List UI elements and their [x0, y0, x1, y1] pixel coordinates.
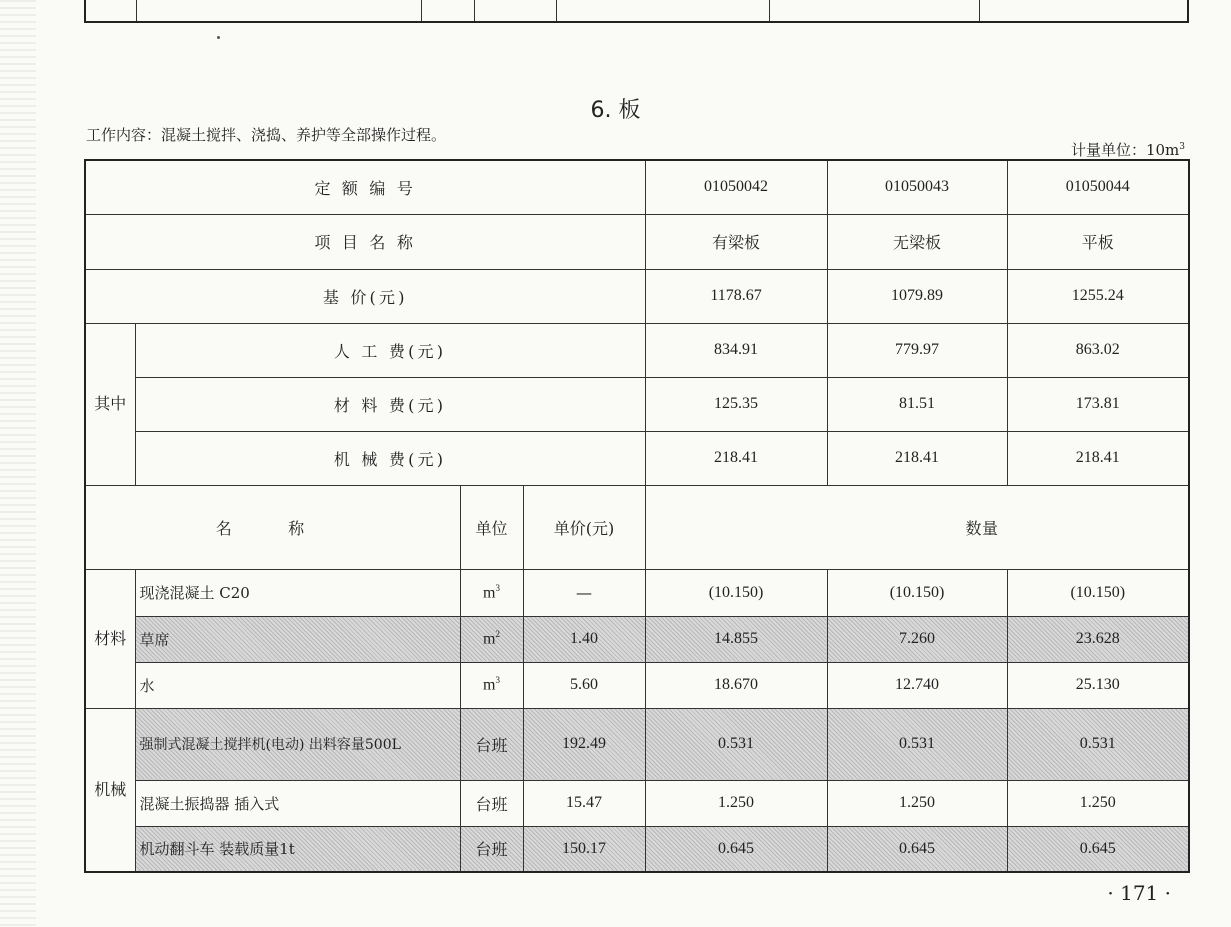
- machinery-item-row: [85, 826, 1189, 872]
- base-price-row: [85, 269, 1189, 323]
- machinery-item-qty: 0.645: [827, 826, 1007, 872]
- detail-header-row: [85, 485, 1189, 569]
- machinery-item-unit: 台班: [460, 826, 523, 872]
- detail-unit-header: 单位: [460, 485, 523, 569]
- machinery-item-qty: 1.250: [645, 780, 827, 826]
- base-price-cell: 1178.67: [645, 269, 827, 323]
- code-row: [85, 160, 1189, 214]
- material-cell: 125.35: [645, 377, 827, 431]
- detail-quantity-header: [645, 485, 1189, 569]
- machine-cell: 218.41: [827, 431, 1007, 485]
- machinery-item-qty: 1.250: [827, 780, 1007, 826]
- machinery-item-qty: 0.645: [645, 826, 827, 872]
- machinery-item-qty: 0.645: [1007, 826, 1189, 872]
- previous-table-fragment: [84, 0, 1189, 23]
- material-cell: 81.51: [827, 377, 1007, 431]
- section-title: 6. 板: [590, 98, 641, 123]
- material-row: [85, 377, 1189, 431]
- material-item-qty: 23.628: [1007, 616, 1189, 662]
- material-item-qty: (10.150): [645, 569, 827, 616]
- material-item-price: 5.60: [523, 662, 645, 708]
- material-item-name: 水: [135, 662, 460, 708]
- machinery-item-qty: 0.531: [645, 708, 827, 780]
- code-cell: 01050043: [827, 160, 1007, 214]
- machinery-item-name: 机动翻斗车 装载质量1t: [135, 826, 460, 872]
- machinery-item-price: 192.49: [523, 708, 645, 780]
- material-group-label: 材料: [85, 569, 135, 708]
- scan-speck: [217, 36, 220, 39]
- machine-row: [85, 431, 1189, 485]
- unit-label: 计量单位：10m: [1070, 141, 1180, 159]
- item-name-cell: 平板: [1007, 214, 1189, 269]
- machinery-group-label: 机械: [85, 708, 135, 872]
- code-cell: 01050044: [1007, 160, 1189, 214]
- work-content: 工作内容：混凝土搅拌、浇捣、养护等全部操作过程。: [86, 126, 447, 144]
- item-name-row: [85, 214, 1189, 269]
- material-item-row: [85, 616, 1189, 662]
- material-label: 材 料 费(元): [135, 377, 645, 431]
- material-item-unit: $m^2$: [460, 616, 523, 662]
- material-cell: 173.81: [1007, 377, 1189, 431]
- machinery-item-name: 混凝土振捣器 插入式: [135, 780, 460, 826]
- code-cell: 01050042: [645, 160, 827, 214]
- machinery-item-price: 150.17: [523, 826, 645, 872]
- unit-superscript: 3: [1179, 142, 1185, 152]
- labor-row: [85, 323, 1189, 377]
- material-item-qty: 7.260: [827, 616, 1007, 662]
- labor-cell: 863.02: [1007, 323, 1189, 377]
- material-item-name: 草席: [135, 616, 460, 662]
- material-item-qty: 12.740: [827, 662, 1007, 708]
- quantity-header-right: 量: [982, 518, 999, 538]
- material-item-qty: 14.855: [645, 616, 827, 662]
- machinery-item-qty: 0.531: [1007, 708, 1189, 780]
- page-number: · 171 ·: [1107, 881, 1171, 905]
- machine-label: 机 械 费(元): [135, 431, 645, 485]
- material-item-row: [85, 662, 1189, 708]
- including-label: 其中: [85, 323, 135, 485]
- material-item-qty: 25.130: [1007, 662, 1189, 708]
- material-item-price: 1.40: [523, 616, 645, 662]
- scan-edge-noise: [0, 0, 36, 927]
- item-name-cell: 有梁板: [645, 214, 827, 269]
- machinery-item-row: [85, 708, 1189, 780]
- base-price-cell: 1079.89: [827, 269, 1007, 323]
- labor-cell: 779.97: [827, 323, 1007, 377]
- labor-label: 人 工 费(元): [135, 323, 645, 377]
- base-price-label: 基 价(元): [85, 269, 645, 323]
- machinery-item-price: 15.47: [523, 780, 645, 826]
- machinery-item-unit: 台班: [460, 780, 523, 826]
- machine-cell: 218.41: [1007, 431, 1189, 485]
- quota-table: [84, 159, 1190, 873]
- machinery-item-name: 强制式混凝土搅拌机(电动) 出料容量500L: [135, 708, 460, 780]
- material-item-unit: $m^3$: [460, 569, 523, 616]
- material-item-qty: (10.150): [1007, 569, 1189, 616]
- material-item-price: —: [523, 569, 645, 616]
- quantity-header-left: 数: [965, 518, 982, 538]
- machinery-item-qty: 1.250: [1007, 780, 1189, 826]
- machine-cell: 218.41: [645, 431, 827, 485]
- material-item-unit: $m^3$: [460, 662, 523, 708]
- base-price-cell: 1255.24: [1007, 269, 1189, 323]
- material-item-qty: 18.670: [645, 662, 827, 708]
- detail-price-header: 单价(元): [523, 485, 645, 569]
- machinery-item-qty: 0.531: [827, 708, 1007, 780]
- material-item-row: [85, 569, 1189, 616]
- item-name-cell: 无梁板: [827, 214, 1007, 269]
- measurement-unit: [1071, 139, 1185, 160]
- labor-cell: 834.91: [645, 323, 827, 377]
- detail-name-header: 名 称: [85, 485, 460, 569]
- item-name-label: 项 目 名 称: [85, 214, 645, 269]
- code-label: 定 额 编 号: [85, 160, 645, 214]
- machinery-item-unit: 台班: [460, 708, 523, 780]
- material-item-name: 现浇混凝土 C20: [135, 569, 460, 616]
- machinery-item-row: [85, 780, 1189, 826]
- material-item-qty: (10.150): [827, 569, 1007, 616]
